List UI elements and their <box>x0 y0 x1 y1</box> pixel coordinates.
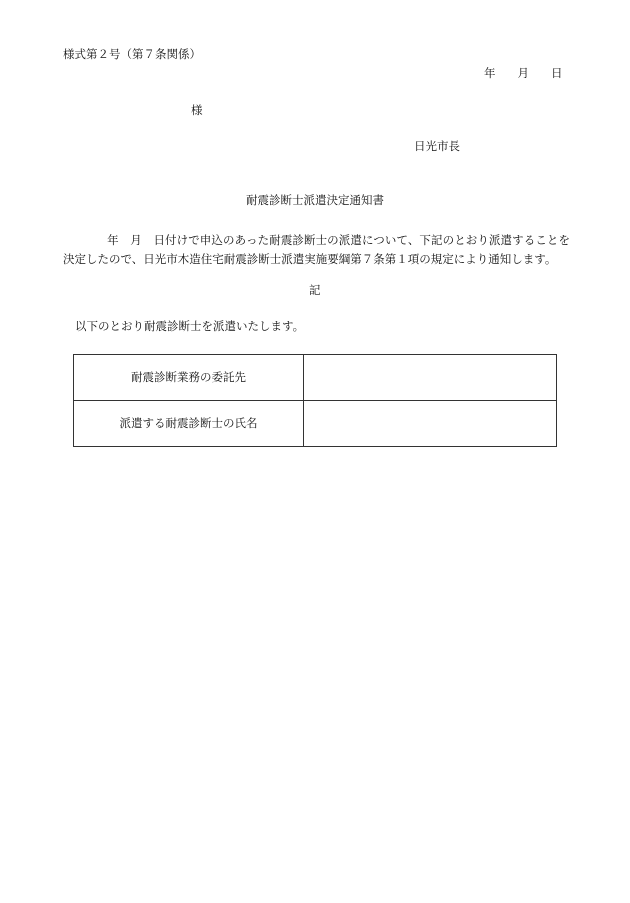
inspector-name-label: 派遣する耐震診断士の氏名 <box>74 401 304 447</box>
table-row <box>74 355 557 401</box>
ki-label: 記 <box>309 283 321 297</box>
year-label: 年 <box>484 66 496 80</box>
table-row <box>74 401 557 447</box>
month-label: 月 <box>517 66 529 80</box>
document-title: 耐震診断士派遣決定通知書 <box>246 193 384 207</box>
issuer: 日光市長 <box>414 139 460 153</box>
form-number: 様式第２号（第７条関係） <box>63 47 201 61</box>
addressee-suffix: 様 <box>191 103 203 117</box>
intro-line: 以下のとおり耐震診断士を派遣いたします。 <box>75 319 305 333</box>
date-line <box>484 68 563 80</box>
inspector-name-value <box>304 401 557 447</box>
body-text: 年 月 日付けで申込のあった耐震診断士の派遣について、下記のとおり派遣することを決定したので、日光市木造住宅耐震診断士派遣実施要綱第７条第１項の規定により通知します。 <box>63 233 570 266</box>
contractor-label: 耐震診断業務の委託先 <box>74 355 304 401</box>
day-label: 日 <box>551 66 563 80</box>
contractor-value <box>304 355 557 401</box>
body-paragraph <box>63 231 570 269</box>
dispatch-details-table <box>73 354 557 447</box>
